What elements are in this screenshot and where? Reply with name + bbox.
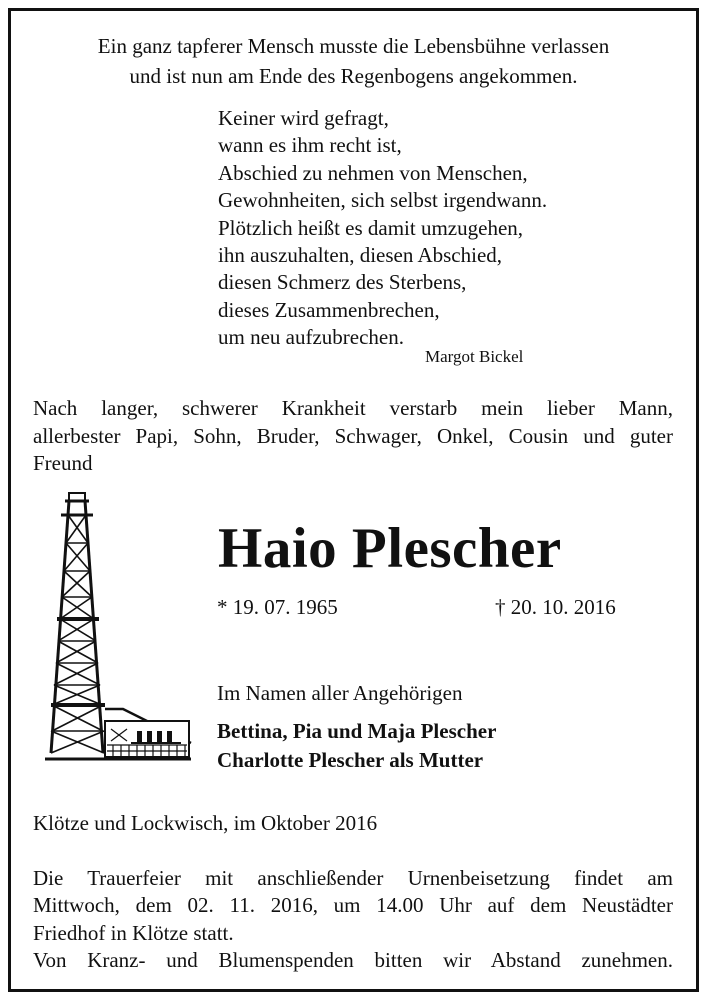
- funeral-info: [33, 865, 673, 975]
- mourners-names: [217, 717, 496, 774]
- poem: [218, 105, 547, 352]
- deceased-name: Haio Plescher: [218, 517, 562, 580]
- birth-date: * 19. 07. 1965: [217, 595, 338, 619]
- announcement: [33, 395, 673, 478]
- poem-line: Gewohnheiten, sich selbst irgendwann.: [218, 188, 548, 213]
- obituary-notice: [8, 8, 699, 992]
- poem-line: diesen Schmerz des Sterbens,: [218, 270, 467, 295]
- mourner-name: Charlotte Plescher als Mutter: [217, 747, 484, 772]
- mourners-intro: Im Namen aller Angehörigen: [217, 681, 463, 705]
- poem-line: Plötzlich heißt es damit umzugehen,: [218, 215, 524, 240]
- oil-derrick-icon: [41, 491, 201, 776]
- funeral-line: Friedhof in Klötze statt.: [33, 920, 234, 945]
- death-date: † 20. 10. 2016: [495, 595, 616, 619]
- poem-author: Margot Bickel: [425, 347, 524, 366]
- intro-line-1: Ein ganz tapferer Mensch musste die Lebensbühne verlassen: [97, 34, 610, 58]
- funeral-line: Mittwoch, dem 02. 11. 2016, um 14.00 Uhr auf dem Neustädter: [33, 893, 673, 918]
- poem-line: ihn auszuhalten, diesen Abschied,: [218, 243, 503, 268]
- funeral-line: Von Kranz- und Blumenspenden bitten wir Abstand zunehmen.: [33, 948, 673, 973]
- mourner-name: Bettina, Pia und Maja Plescher: [217, 719, 497, 743]
- poem-line: Abschied zu nehmen von Menschen,: [218, 160, 528, 185]
- announcement-line: allerbester Papi, Sohn, Bruder, Schwager, Onkel, Cousin und guter: [33, 423, 673, 448]
- place-date: Klötze und Lockwisch, im Oktober 2016: [33, 811, 378, 835]
- announcement-line: Nach langer, schwerer Krankheit verstarb mein lieber Mann,: [33, 396, 673, 420]
- poem-line: Keiner wird gefragt,: [218, 106, 389, 130]
- intro-text: [11, 31, 696, 91]
- intro-line-2: und ist nun am Ende des Regenbogens angekommen.: [129, 64, 578, 88]
- poem-line: wann es ihm recht ist,: [218, 133, 402, 158]
- poem-line: um neu aufzubrechen.: [218, 325, 404, 350]
- funeral-line: Die Trauerfeier mit anschließender Urnenbeisetzung findet am: [33, 866, 673, 890]
- poem-line: dieses Zusammenbrechen,: [218, 297, 440, 322]
- announcement-line: Freund: [33, 451, 93, 475]
